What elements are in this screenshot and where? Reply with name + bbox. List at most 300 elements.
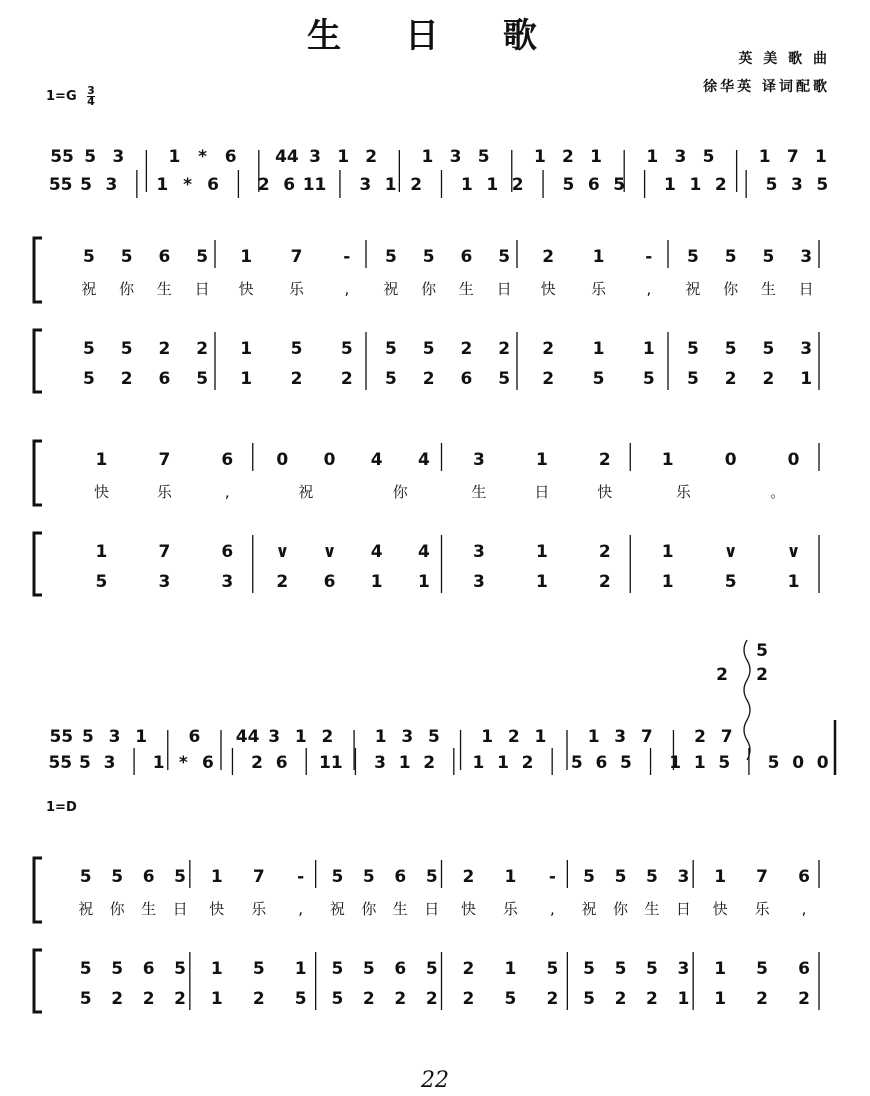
song3-melody: 7	[756, 867, 769, 887]
duet1-lower-note: 3	[105, 175, 118, 195]
song1-harmony-lower: 1	[800, 369, 813, 389]
song1-lyric: 乐	[288, 280, 305, 298]
song1-harmony-lower: 6	[158, 369, 171, 389]
song1-lyric: 生	[156, 280, 172, 298]
duet2-lower-note: 5	[78, 753, 91, 773]
song2-melody: 0	[276, 450, 289, 470]
song2-melody: 4	[417, 450, 430, 470]
song1-melody: 5	[498, 247, 511, 267]
duet1-lower-note: 2	[410, 175, 423, 195]
song3-harmony-upper: 5	[425, 959, 438, 979]
key-label: 1=G	[46, 89, 77, 104]
song2-melody: 1	[661, 450, 674, 470]
song3-melody: 5	[646, 867, 658, 887]
song3-harmony-upper: 6	[798, 959, 810, 979]
song3-harmony-upper: 6	[394, 959, 407, 979]
final-chord-note: 5	[756, 641, 768, 661]
song3-harmony-lower: 2	[142, 989, 155, 1009]
song3-harmony-lower: 5	[504, 989, 517, 1009]
duet1-lower-note: 5	[765, 175, 778, 195]
song1-lyric: 生	[458, 280, 474, 298]
duet1-lower-note: 6	[207, 175, 219, 195]
song3-lyric: ,	[298, 900, 304, 918]
song3-harmony-upper: 1	[714, 959, 727, 979]
final-chord-note: 2	[756, 665, 768, 685]
song3-lyric: ,	[801, 900, 807, 918]
song3-harmony-lower: 1	[677, 989, 690, 1009]
song2-harmony-lower: 1	[787, 572, 800, 592]
duet2-upper-note: 44	[235, 727, 260, 747]
song1-lyric: 乐	[590, 280, 607, 298]
song2-melody: 0	[787, 450, 800, 470]
song1-lyric: 日	[496, 280, 512, 298]
song2-melody: 0	[323, 450, 336, 470]
song3-melody: 1	[210, 867, 223, 887]
song1-melody: 5	[196, 247, 209, 267]
song3-harmony-lower: 2	[462, 989, 475, 1009]
song1-melody: -	[343, 247, 351, 267]
duet2-upper-note: 3	[614, 727, 627, 747]
song3-lyric: 你	[361, 900, 377, 918]
lyricist-credit: 徐华英 译词配歌	[703, 79, 830, 95]
song3-harmony-lower: 5	[583, 989, 595, 1009]
song1-melody: 5	[724, 247, 737, 267]
song1-harmony-upper: 2	[460, 339, 473, 359]
duet2-upper-note: 1	[534, 727, 547, 747]
duet1-lower-note: 11	[302, 175, 327, 195]
song3-lyric: 快	[460, 900, 476, 918]
time-bottom: 4	[87, 95, 95, 108]
song2-harmony-upper: ∨	[275, 542, 290, 562]
duet1-upper-note: 1	[533, 147, 546, 167]
song3-harmony-lower: 2	[425, 989, 438, 1009]
duet2-upper-note: 3	[268, 727, 281, 747]
song3-harmony-lower: 5	[331, 989, 344, 1009]
song3-harmony-upper: 5	[252, 959, 265, 979]
duet1-upper-note: 1	[421, 147, 434, 167]
duet2-lower-note: 1	[398, 753, 411, 773]
duet1-upper-note: 1	[168, 147, 181, 167]
song2-harmony-lower: 2	[598, 572, 611, 592]
song1-harmony-upper: 5	[762, 339, 775, 359]
duet2-upper-note: 6	[188, 727, 201, 747]
song2-harmony-lower: 3	[221, 572, 234, 592]
song2-lyric: ,	[224, 483, 230, 501]
song1-lyric: 日	[194, 280, 210, 298]
song3-harmony-lower: 1	[210, 989, 223, 1009]
song2-lyric: 日	[534, 483, 550, 501]
duet2-lower-note: 2	[423, 753, 436, 773]
song1-harmony-upper: 3	[800, 339, 813, 359]
duet1-lower-note: 1	[384, 175, 397, 195]
song3-harmony-lower: 2	[756, 989, 769, 1009]
song3-melody: 5	[362, 867, 375, 887]
song1-lyric: ,	[646, 280, 652, 298]
song3-harmony-lower: 2	[614, 989, 627, 1009]
duet1-lower-note: 3	[359, 175, 372, 195]
song2-harmony-upper: ∨	[723, 542, 738, 562]
song1-melody: 1	[240, 247, 253, 267]
song1-lyric: 你	[421, 280, 437, 298]
song3-harmony-upper: 2	[462, 959, 475, 979]
duet2-upper-note: 2	[321, 727, 334, 747]
duet1-upper-note: 7	[786, 147, 799, 167]
duet2-upper-note: 7	[720, 727, 733, 747]
song1-melody: -	[645, 247, 653, 267]
duet2-lower-note: 3	[374, 753, 386, 773]
song2-bracket	[34, 533, 42, 595]
song2-harmony-upper: 4	[417, 542, 430, 562]
song3-harmony-lower: 1	[714, 989, 727, 1009]
song3-harmony-upper: 1	[210, 959, 223, 979]
song1-lyric: 祝	[383, 280, 399, 298]
song1-lyric: 祝	[81, 280, 97, 298]
song1-harmony-upper: 5	[120, 339, 133, 359]
duet2-lower-note: 1	[152, 753, 165, 773]
song2-lyric: 生	[471, 483, 487, 501]
song2-melody: 0	[724, 450, 737, 470]
song3-lyric: 日	[172, 900, 188, 918]
song2-harmony-upper: 4	[370, 542, 383, 562]
song1-lyric: 快	[540, 280, 556, 298]
song3-harmony-upper: 3	[677, 959, 690, 979]
arpeggio-mark	[744, 640, 750, 760]
duet1-upper-note: 1	[758, 147, 771, 167]
duet2-lower-note: 5	[620, 753, 632, 773]
song3-harmony-upper: 5	[111, 959, 124, 979]
song2-harmony-lower: 6	[323, 572, 336, 592]
song1-harmony-lower: 1	[240, 369, 253, 389]
duet1-upper-note: *	[198, 147, 208, 167]
duet1-upper-note: 5	[84, 147, 97, 167]
song2-harmony-upper: 2	[598, 542, 611, 562]
song3-melody: 6	[142, 867, 155, 887]
duet1-lower-note: 5	[562, 175, 575, 195]
duet2-upper-note: 3	[401, 727, 414, 747]
song3-bracket	[34, 858, 42, 922]
song3-melody: 2	[462, 867, 475, 887]
song1-harmony-upper: 2	[542, 339, 555, 359]
song1-harmony-lower: 2	[120, 369, 133, 389]
duet1-upper-note: 44	[275, 147, 299, 167]
duet1-upper-note: 3	[674, 147, 687, 167]
song2-lyric: 。	[770, 483, 786, 501]
duet2-lower-note: 1	[497, 753, 509, 773]
duet2-lower-note: *	[178, 753, 188, 773]
song1-harmony-lower: 2	[340, 369, 353, 389]
song3-harmony-lower: 2	[174, 989, 187, 1009]
duet1-upper-note: 1	[646, 147, 659, 167]
song1-harmony-lower: 2	[762, 369, 775, 389]
song3-harmony-upper: 1	[504, 959, 517, 979]
song3-harmony-upper: 6	[142, 959, 155, 979]
song3-lyric: 快	[209, 900, 225, 918]
song3-melody: 6	[798, 867, 810, 887]
song2-harmony-upper: ∨	[322, 542, 337, 562]
song3-harmony-upper: 5	[362, 959, 375, 979]
duet1-lower-note: 2	[511, 175, 524, 195]
song1-harmony-lower: 5	[686, 369, 699, 389]
duet2-upper-note: 55	[49, 727, 74, 747]
song1-bracket	[34, 330, 42, 392]
song3-melody: 5	[111, 867, 124, 887]
song1-lyric: 你	[723, 280, 739, 298]
song1-melody: 6	[158, 247, 171, 267]
duet1-upper-note: 5	[477, 147, 490, 167]
song2-harmony-upper: ∨	[786, 542, 801, 562]
song2-melody: 2	[598, 450, 611, 470]
song3-melody: 5	[331, 867, 344, 887]
song1-melody: 7	[290, 247, 303, 267]
song2-melody: 1	[535, 450, 548, 470]
time-top: 3	[87, 84, 95, 97]
duet2-lower-note: 1	[669, 753, 682, 773]
song1-harmony-lower: 5	[498, 369, 511, 389]
song1-lyric: 祝	[685, 280, 701, 298]
song3-lyric: 生	[644, 900, 660, 918]
duet1-upper-note: 1	[815, 147, 827, 167]
page-number: 22	[421, 1068, 449, 1093]
duet1-lower-note: 6	[283, 175, 296, 195]
song2-harmony-lower: 1	[417, 572, 430, 592]
song1-melody: 5	[384, 247, 397, 267]
song3-melody: 5	[425, 867, 438, 887]
song3-harmony-upper: 5	[174, 959, 187, 979]
song3-melody: 7	[252, 867, 265, 887]
duet1-upper-note: 2	[562, 147, 574, 167]
song1-harmony-lower: 2	[290, 369, 303, 389]
duet1-lower-note: 1	[689, 175, 702, 195]
duet1-lower-note: *	[183, 175, 193, 195]
song3-harmony-lower: 2	[362, 989, 375, 1009]
song2-harmony-upper: 1	[535, 542, 548, 562]
duet1-lower-note: 5	[816, 175, 829, 195]
song2-harmony-lower: 2	[276, 572, 289, 592]
song2-harmony-upper: 6	[221, 542, 234, 562]
song2-melody: 1	[95, 450, 108, 470]
song3-lyric: 祝	[581, 900, 597, 918]
song1-harmony-upper: 2	[498, 339, 511, 359]
song3-harmony-upper: 5	[614, 959, 627, 979]
song3-lyric: 祝	[78, 900, 94, 918]
song3-melody: 3	[677, 867, 690, 887]
song1-lyric: 快	[238, 280, 254, 298]
song1-harmony-lower: 5	[384, 369, 397, 389]
song3-harmony-upper: 5	[583, 959, 595, 979]
song3-lyric: 日	[424, 900, 440, 918]
song3-harmony-upper: 5	[546, 959, 559, 979]
duet1-lower-note: 1	[664, 175, 676, 195]
song2-harmony-upper: 7	[158, 542, 171, 562]
song3-harmony-upper: 5	[646, 959, 658, 979]
song1-melody: 1	[592, 247, 605, 267]
song2-bracket	[34, 441, 42, 505]
song2-harmony-lower: 5	[95, 572, 108, 592]
duet1-lower-note: 2	[257, 175, 270, 195]
duet1-lower-note: 1	[460, 175, 473, 195]
duet2-upper-note: 1	[374, 727, 387, 747]
duet2-lower-note: 6	[275, 753, 288, 773]
song3-harmony-upper: 5	[79, 959, 92, 979]
duet1-upper-note: 3	[112, 147, 125, 167]
song2-harmony-lower: 1	[535, 572, 548, 592]
song-title: 生 日 歌	[307, 16, 563, 56]
duet1-lower-note: 1	[156, 175, 169, 195]
song3-harmony-lower: 2	[394, 989, 407, 1009]
duet1-upper-note: 3	[309, 147, 321, 167]
song1-bracket	[34, 238, 42, 302]
song3-lyric: 你	[109, 900, 125, 918]
duet2-lower-note: 0	[792, 753, 805, 773]
song3-melody: 5	[583, 867, 595, 887]
song1-melody: 5	[762, 247, 775, 267]
song3-lyric: 你	[613, 900, 629, 918]
song1-harmony-upper: 2	[196, 339, 209, 359]
song2-harmony-lower: 5	[724, 572, 737, 592]
song3-lyric: 生	[141, 900, 157, 918]
song1-harmony-upper: 5	[384, 339, 397, 359]
song3-harmony-lower: 5	[294, 989, 307, 1009]
duet2-upper-note: 1	[587, 727, 600, 747]
song1-lyric: ,	[344, 280, 350, 298]
duet1-lower-note: 55	[48, 175, 73, 195]
song3-melody: 6	[394, 867, 407, 887]
duet1-upper-note: 6	[224, 147, 237, 167]
duet1-lower-note: 6	[587, 175, 600, 195]
duet2-upper-note: 1	[294, 727, 307, 747]
duet1-lower-note: 1	[486, 175, 499, 195]
song3-melody: 1	[714, 867, 727, 887]
song3-harmony-upper: 1	[294, 959, 307, 979]
song2-harmony-lower: 3	[473, 572, 485, 592]
song3-melody: 5	[174, 867, 187, 887]
duet2-lower-note: 6	[595, 753, 608, 773]
song1-melody: 5	[82, 247, 95, 267]
song3-lyric: 乐	[754, 900, 770, 918]
duet1-upper-note: 1	[590, 147, 603, 167]
key-signature-d: 1=D	[46, 800, 77, 815]
duet1-lower-note: 3	[790, 175, 803, 195]
final-chord-note: 2	[716, 665, 728, 685]
duet2-upper-note: 3	[108, 727, 121, 747]
song2-melody: 7	[158, 450, 171, 470]
song1-harmony-lower: 2	[724, 369, 737, 389]
duet2-lower-note: 5	[570, 753, 583, 773]
song1-lyric: 日	[798, 280, 814, 298]
song1-harmony-upper: 5	[422, 339, 435, 359]
song1-lyric: 你	[119, 280, 135, 298]
duet2-upper-note: 5	[428, 727, 440, 747]
song2-harmony-upper: 1	[661, 542, 674, 562]
song2-lyric: 快	[93, 483, 109, 501]
song3-lyric: 生	[392, 900, 408, 918]
song1-melody: 5	[422, 247, 435, 267]
song2-lyric: 乐	[675, 483, 691, 501]
song3-melody: 5	[79, 867, 92, 887]
song1-harmony-upper: 1	[592, 339, 605, 359]
duet2-upper-note: 1	[135, 727, 148, 747]
song3-melody: 5	[614, 867, 627, 887]
song3-harmony-lower: 2	[252, 989, 265, 1009]
song1-harmony-upper: 5	[290, 339, 303, 359]
song2-melody: 6	[221, 450, 234, 470]
song3-melody: -	[297, 867, 305, 887]
song1-melody: 3	[800, 247, 813, 267]
song3-bracket	[34, 950, 42, 1012]
song1-melody: 6	[460, 247, 473, 267]
duet2-lower-note: 1	[472, 753, 485, 773]
song3-melody: -	[548, 867, 556, 887]
duet2-lower-note: 3	[103, 753, 116, 773]
duet1-upper-note: 2	[365, 147, 378, 167]
song3-lyric: 快	[712, 900, 728, 918]
duet2-upper-note: 2	[694, 727, 706, 747]
duet2-lower-note: 55	[48, 753, 73, 773]
song3-harmony-lower: 2	[646, 989, 658, 1009]
duet2-lower-note: 2	[251, 753, 263, 773]
song1-harmony-upper: 5	[82, 339, 95, 359]
song1-harmony-lower: 2	[422, 369, 435, 389]
duet2-lower-note: 6	[201, 753, 214, 773]
song3-harmony-lower: 2	[798, 989, 810, 1009]
song3-harmony-lower: 2	[546, 989, 559, 1009]
song1-melody: 2	[542, 247, 555, 267]
song1-harmony-upper: 5	[340, 339, 353, 359]
duet1-lower-note: 5	[613, 175, 626, 195]
song3-lyric: 乐	[251, 900, 267, 918]
song2-lyric: 乐	[156, 483, 172, 501]
song1-harmony-upper: 1	[642, 339, 655, 359]
composer-credit: 英 美 歌 曲	[738, 51, 830, 67]
duet1-upper-note: 55	[50, 147, 74, 167]
duet2-upper-note: 5	[82, 727, 94, 747]
song1-harmony-lower: 5	[82, 369, 95, 389]
song1-harmony-lower: 6	[460, 369, 473, 389]
song2-lyric: 你	[392, 483, 408, 501]
song2-melody: 3	[473, 450, 485, 470]
duet1-upper-note: 1	[337, 147, 350, 167]
duet2-lower-note: 2	[521, 753, 534, 773]
duet2-upper-note: 2	[507, 727, 520, 747]
song2-harmony-lower: 3	[158, 572, 171, 592]
duet1-lower-note: 2	[714, 175, 727, 195]
song2-harmony-lower: 1	[370, 572, 383, 592]
song3-lyric: 祝	[329, 900, 345, 918]
song1-harmony-lower: 5	[196, 369, 209, 389]
song3-melody: 1	[504, 867, 517, 887]
song1-harmony-upper: 5	[686, 339, 699, 359]
song2-lyric: 快	[597, 483, 613, 501]
duet1-lower-note: 5	[80, 175, 93, 195]
song1-lyric: 生	[760, 280, 776, 298]
duet1-upper-note: 3	[449, 147, 462, 167]
duet2-lower-note: 0	[816, 753, 829, 773]
duet2-lower-note: 1	[693, 753, 706, 773]
song3-lyric: 乐	[502, 900, 518, 918]
song2-melody: 4	[370, 450, 383, 470]
song2-harmony-lower: 1	[661, 572, 674, 592]
song1-harmony-lower: 5	[642, 369, 655, 389]
song3-lyric: 日	[675, 900, 691, 918]
song1-harmony-upper: 5	[724, 339, 737, 359]
song3-harmony-upper: 5	[331, 959, 344, 979]
duet2-lower-note: 5	[767, 753, 780, 773]
duet2-lower-note: 11	[318, 753, 343, 773]
song2-harmony-upper: 1	[95, 542, 108, 562]
duet2-upper-note: 7	[640, 727, 653, 747]
song1-melody: 5	[686, 247, 699, 267]
song3-harmony-lower: 5	[79, 989, 92, 1009]
